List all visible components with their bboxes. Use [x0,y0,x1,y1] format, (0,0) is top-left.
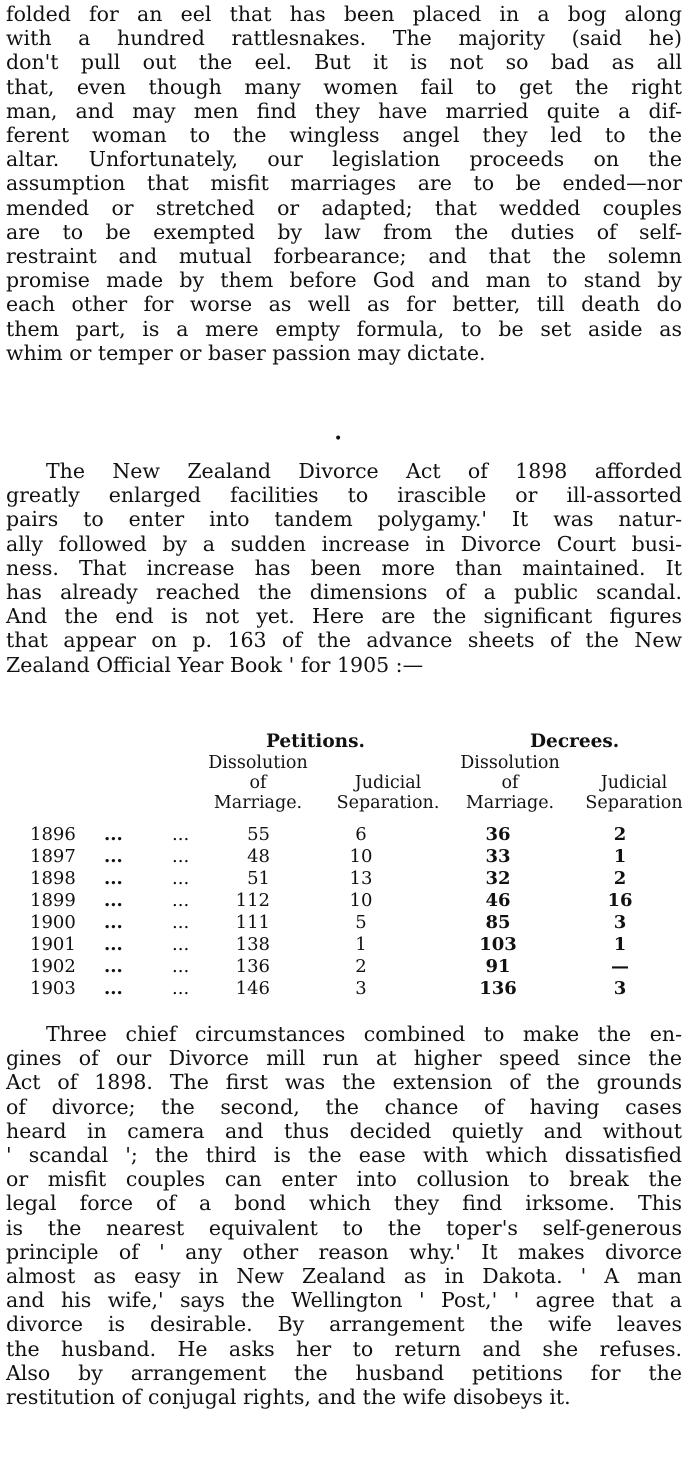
decrees-dissolution-cell: 91 [485,956,511,977]
text-line: heard in camera and thus decided quietly and without [6,1118,682,1143]
text-line: the husband. He asks her to return and she refuses. [6,1336,682,1361]
paragraph-divorce-act [6,459,682,677]
leader-dots: ... [172,978,190,999]
petitions-judicial-cell: 2 [355,956,367,977]
header-decrees-dissolution: Dissolution of Marriage. [460,753,560,813]
table-row [0,846,692,868]
year-cell: 1899 [30,890,76,911]
text-line: almost as easy in New Zealand as in Dakota. ' A man [6,1264,682,1289]
year-cell: 1897 [30,846,76,867]
text-line: is the nearest equivalent to the toper's self-generous [6,1215,682,1240]
table-row [0,934,692,956]
text-line: assumption that misfit marriages are to be ended—nor [6,171,682,196]
text-line: restitution of conjugal rights, and the wife disobeys it. [6,1385,571,1410]
leader-dots: ... [104,912,123,933]
text-line: Three chief circumstances combined to make the en- [46,1022,682,1046]
text-line: and his wife,' says the Wellington ' Post,' ' agree that a [6,1288,682,1313]
header-petitions-judicial: Judicial Separation. [336,773,440,813]
text-line: whim or temper or baser passion may dictate. [6,340,486,365]
text-line: greatly enlarged facilities to irascible or ill-assorted [6,483,682,508]
petitions-dissolution-cell: 55 [247,824,270,845]
decrees-dissolution-cell: 33 [485,846,511,867]
leader-dots: ... [104,868,123,889]
text-line: principle of ' any other reason why.' It makes divorce [6,1239,682,1264]
header-petitions-dissolution: Dissolution of Marriage. [208,753,308,813]
petitions-judicial-cell: 5 [355,912,367,933]
decrees-dissolution-cell: 46 [485,890,511,911]
table-row [0,824,692,846]
table-row [0,956,692,978]
paragraph-divorce-mill [6,1022,682,1409]
petitions-judicial-cell: 10 [349,846,373,867]
text-line: of divorce; the second, the chance of having cases [6,1094,682,1119]
text-line: them part, is a mere empty formula, to be set aside as [6,316,682,341]
petitions-dissolution-cell: 111 [235,912,270,933]
year-cell: 1903 [30,978,76,999]
table-row [0,890,692,912]
text-line: And the end is not yet. Here are the significant figures [6,604,682,629]
decrees-judicial-cell: 3 [613,978,627,999]
leader-dots: ... [172,956,190,977]
text-line: The New Zealand Divorce Act of 1898 afforded [46,459,682,483]
leader-dots: ... [104,934,123,955]
text-line: ferent woman to the wingless angel they led to the [6,123,682,148]
text-line: man, and may men find they have married quite a dif- [6,98,682,123]
petitions-dissolution-cell: 112 [235,890,270,911]
header-decrees-judicial: Judicial Separation [585,773,683,813]
text-line: Zealand Official Year Book ' for 1905 :— [6,652,424,677]
text-line: Act of 1898. The first was the extension of the grounds [6,1070,682,1095]
text-line: each other for worse as well as for better, till death do [6,292,682,317]
text-line: or misfit couples can enter into collusion to break the [6,1167,682,1192]
leader-dots: ... [172,846,190,867]
leader-dots: ... [172,912,190,933]
text-line: promise made by them before God and man to stand by [6,268,682,293]
petitions-judicial-cell: 10 [349,890,373,911]
text-line: gines of our Divorce mill run at higher speed since the [6,1046,682,1071]
section-ornament: • [334,431,343,447]
leader-dots: ... [104,846,123,867]
petitions-dissolution-cell: 48 [247,846,270,867]
text-line: with a hundred rattlesnakes. The majority (said he) [6,26,682,51]
header-decrees: Decrees. [530,731,620,752]
text-line: legal force of a bond which they find irksome. This [6,1191,682,1216]
decrees-judicial-cell: 3 [613,912,627,933]
petitions-judicial-cell: 1 [355,934,367,955]
table-row [0,868,692,890]
leader-dots: ... [172,824,190,845]
decrees-judicial-cell: — [611,956,629,977]
leader-dots: ... [104,956,123,977]
petitions-dissolution-cell: 146 [235,978,270,999]
decrees-dissolution-cell: 32 [485,868,511,889]
text-line: mended or stretched or adapted; that wedded couples [6,195,682,220]
paragraph-eel-analogy [6,2,682,365]
text-line: ally followed by a sudden increase in Divorce Court busi- [6,531,682,556]
text-line: that, even though many women fail to get the right [6,74,682,99]
year-cell: 1898 [30,868,76,889]
year-cell: 1896 [30,824,76,845]
petitions-judicial-cell: 6 [355,824,367,845]
petitions-judicial-cell: 3 [355,978,367,999]
text-line: restraint and mutual forbearance; and that the solemn [6,244,682,269]
leader-dots: ... [172,890,190,911]
leader-dots: ... [104,978,123,999]
text-line: Also by arrangement the husband petitions for the [6,1360,682,1385]
text-line: divorce is desirable. By arrangement the wife leaves [6,1312,682,1337]
petitions-dissolution-cell: 51 [247,868,270,889]
leader-dots: ... [172,934,190,955]
leader-dots: ... [104,824,123,845]
text-line: that appear on p. 163 of the advance sheets of the New [6,628,682,653]
year-cell: 1901 [30,934,76,955]
table-row [0,912,692,934]
decrees-judicial-cell: 16 [607,890,633,911]
decrees-dissolution-cell: 103 [479,934,517,955]
header-petitions: Petitions. [266,731,365,752]
table-row [0,978,692,1000]
decrees-dissolution-cell: 136 [479,978,517,999]
year-cell: 1900 [30,912,76,933]
leader-dots: ... [172,868,190,889]
text-line: has already reached the dimensions of a public scandal. [6,580,682,605]
year-cell: 1902 [30,956,76,977]
petitions-dissolution-cell: 136 [235,956,270,977]
decrees-judicial-cell: 1 [613,846,627,867]
text-line: don't pull out the eel. But it is not so bad as all [6,50,682,75]
petitions-dissolution-cell: 138 [235,934,270,955]
text-line: altar. Unfortunately, our legislation proceeds on the [6,147,682,172]
decrees-dissolution-cell: 36 [485,824,511,845]
text-line: folded for an eel that has been placed in a bog along [6,2,682,26]
text-line: ness. That increase has been more than maintained. It [6,555,682,580]
text-line: ' scandal '; the third is the ease with which dissatisfied [6,1143,682,1168]
decrees-judicial-cell: 2 [613,868,627,889]
petitions-judicial-cell: 13 [349,868,373,889]
leader-dots: ... [104,890,123,911]
text-line: are to be exempted by law from the duties of self- [6,219,682,244]
decrees-judicial-cell: 2 [613,824,627,845]
decrees-dissolution-cell: 85 [485,912,511,933]
decrees-judicial-cell: 1 [613,934,627,955]
text-line: pairs to enter into tandem polygamy.' It was natur- [6,507,682,532]
